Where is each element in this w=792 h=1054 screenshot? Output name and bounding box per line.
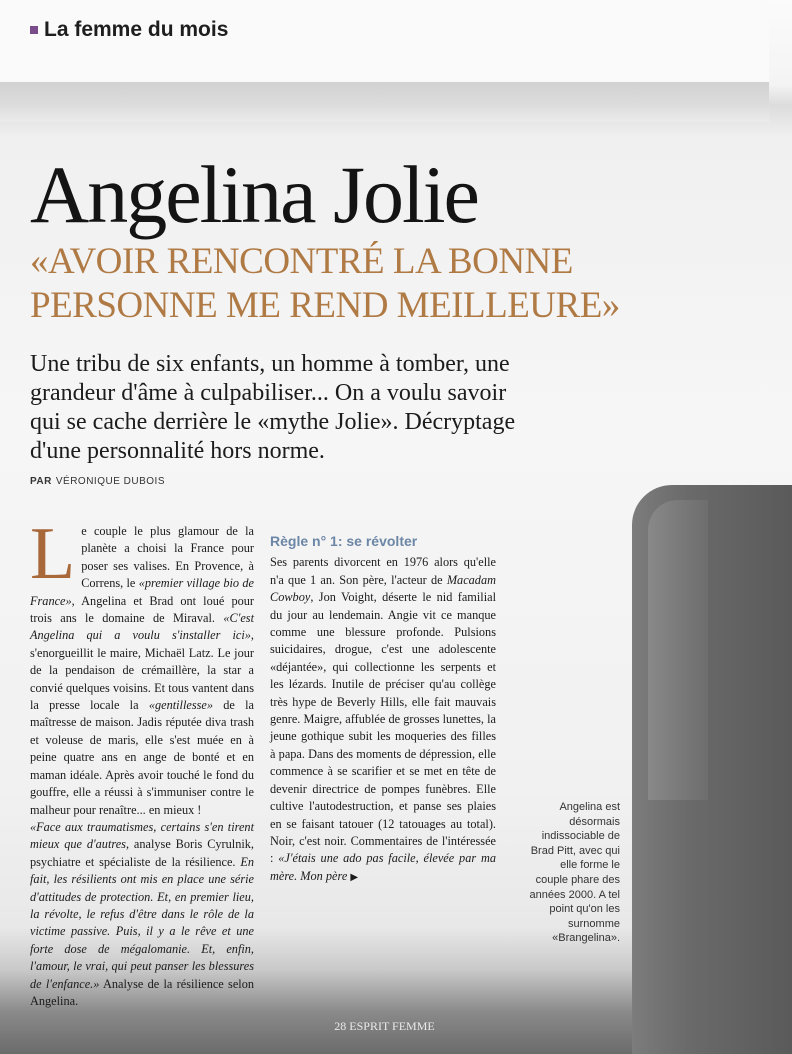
body-paragraph-1	[30, 513, 254, 819]
text-run-italic: «C'est Angelina qui a voulu s'installer ici»	[30, 611, 254, 643]
text-run: de la maîtresse de maison. Jadis réputée diva trash et voleuse de maris, elle s'est muée en à peine quatre ans en ange de bonté et en maman idéale. Après avoir touché le fond du gouffre, elle a réussi à s'immuniser contre le malheur pour renaître... en mieux !	[30, 698, 254, 817]
continue-arrow-icon: ▶	[350, 871, 359, 883]
body-column-2	[270, 523, 496, 938]
suit-collar-photo	[648, 500, 708, 800]
text-run: analyse Boris Cyrulnik, psychiatre et spécialiste de la résilience.	[30, 837, 254, 869]
text-run: Analyse de la résilience selon Angelina.	[30, 976, 254, 1008]
byline-prefix: PAR	[30, 476, 52, 487]
text-run: e couple le plus glamour de la planète a choisi la France pour poser ses valises. En Provence, à Correns, le	[81, 524, 254, 591]
text-run: Ses parents divorcent en 1976 alors qu'elle n'a que 1 an. Son père, l'acteur de	[270, 555, 496, 587]
article-lede: Une tribu de six enfants, un homme à tomber, une grandeur d'âme à culpabiliser... On a voulu savoir qui se cache derrière le «mythe Jolie». Décryptage d'une personnalité hors norme.	[30, 351, 516, 464]
section-subhead: Règle n° 1: se révolter	[270, 533, 418, 549]
text-run-italic: «gentillesse»	[148, 698, 214, 713]
rubric-square-icon	[30, 26, 38, 34]
body-column-1	[30, 513, 254, 1008]
article-quote: «AVOIR RENCONTRÉ LA BONNE PERSONNE ME REND MEILLEURE»	[30, 241, 620, 326]
section-rubric	[30, 18, 228, 42]
text-run-italic: «Face aux traumatismes, certains s'en tirent mieux que d'autres,	[30, 819, 254, 852]
text-run: , s'enorgueillit le maire, Michaël Latz. Le jour de la pendaison de crémaillère, la star a convié quelques voisins. Et tous vantent dans la presse locale la	[30, 628, 254, 713]
rubric-label: La femme du mois	[44, 18, 229, 41]
text-run-italic: Macadam Cowboy	[270, 572, 496, 605]
photo-caption: Angelina est désormais indissociable de Brad Pitt, avec qui elle forme le couple phare des années 2000. A tel point qu'on les surnomme «Brangelina».	[529, 801, 620, 945]
body-paragraph-2	[30, 819, 254, 1010]
photo-blur-band	[0, 82, 769, 122]
text-run-italic: «premier village bio de France»	[30, 576, 254, 608]
byline-author: VÉRONIQUE DUBOIS	[55, 476, 166, 487]
text-run-italic: En fait, les résilients ont mis en place une série d'attitudes de protection. Et, en premier lieu, la révolte, le refus d'être dans le rôle de la victime passive. Puis, il y a le rêve et une forte dose de mégalomanie. Et, enfin, l'amour, le vrai, qui peut panser les blessures de l'enfance.»	[30, 854, 254, 991]
text-run: , Angelina et Brad ont loué pour trois ans le domaine de Miraval.	[30, 593, 254, 626]
text-run-italic: «J'étais une ado pas facile, élevée par ma mère. Mon père	[270, 851, 496, 883]
text-run: , Jon Voight, déserte le nid familial du jour au lendemain. Angie vit ce manque comme une blessure profonde. Pulsions suicidaires, drogue, c'est une adolescente «déjantée», qui collectionne les serpents et les lézards. Inutile de préciser qu'au collège très hype de Beverly Hills, elle fait mauvais genre. Maigre, affublée de grosses lunettes, la jeune gothique subit les moqueries des filles à papa. Dans des moments de dépression, elle commence à se scarifier et se met en tête de devenir directrice de pompes funèbres. Elle cultive l'autodestruction, et panse ses plaies en se faisant tatouer (12 tatouages au total). Noir, c'est noir. Commentaires de l'intéressée :	[270, 590, 496, 866]
page-folio: 28 ESPRIT FEMME	[334, 1019, 435, 1033]
byline	[30, 476, 165, 487]
article-title: Angelina Jolie	[30, 149, 478, 240]
body-paragraph-3	[270, 554, 496, 886]
dropcap: L	[30, 513, 76, 595]
